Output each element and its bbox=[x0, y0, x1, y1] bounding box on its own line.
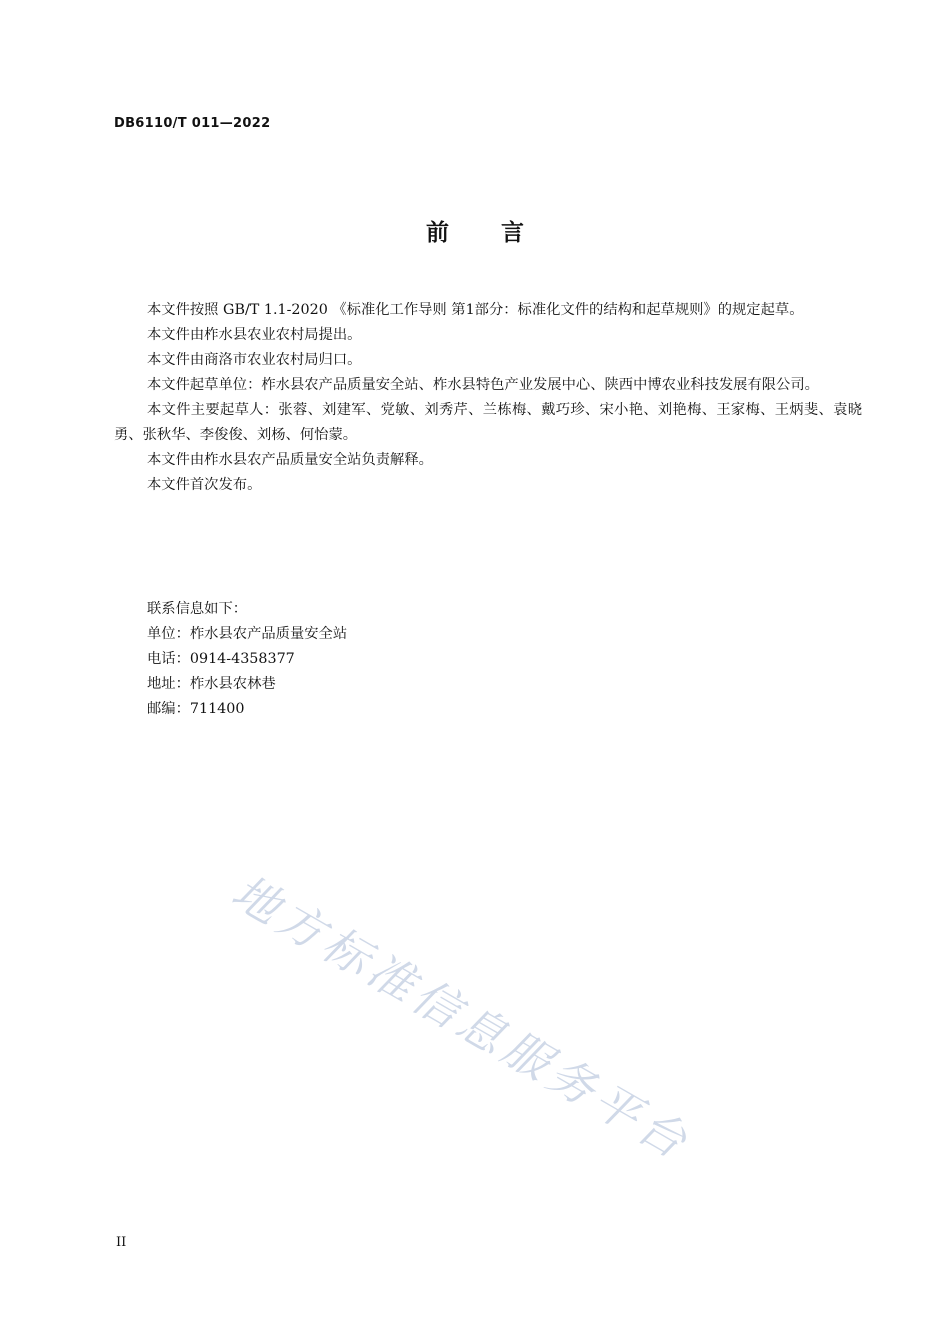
contact-phone: 电话：0914-4358377 bbox=[147, 651, 295, 667]
foreword-body bbox=[114, 298, 862, 498]
contact-unit: 单位：柞水县农产品质量安全站 bbox=[147, 626, 348, 642]
paragraph-first-release: 本文件首次发布。 bbox=[147, 477, 262, 493]
contact-postcode: 邮编：711400 bbox=[147, 701, 245, 717]
contact-heading: 联系信息如下： bbox=[147, 601, 248, 617]
paragraph-drafters: 本文件主要起草人：张蓉、刘建军、党敏、刘秀芹、兰栋梅、戴巧珍、宋小艳、刘艳梅、王家梅、王炳斐、袁晓勇、张秋华、李俊俊、刘杨、何怡蒙。 bbox=[114, 402, 862, 443]
page-number: II bbox=[116, 1235, 127, 1250]
watermark: 地方标准信息服务平台 bbox=[223, 864, 701, 1171]
document-code: DB6110/T 011—2022 bbox=[114, 116, 271, 131]
paragraph-drafting-rules: 本文件按照 GB/T 1.1-2020 《标准化工作导则 第1部分：标准化文件的结构和起草规则》的规定起草。 bbox=[147, 302, 804, 318]
paragraph-centralized-unit: 本文件由商洛市农业农村局归口。 bbox=[147, 352, 362, 368]
page-title: 前言 bbox=[426, 220, 576, 246]
contact-info bbox=[147, 597, 347, 722]
paragraph-drafting-units: 本文件起草单位：柞水县农产品质量安全站、柞水县特色产业发展中心、陕西中博农业科技发展有限公司。 bbox=[147, 377, 819, 393]
paragraph-interpretation: 本文件由柞水县农产品质量安全站负责解释。 bbox=[147, 452, 433, 468]
contact-address: 地址：柞水县农林巷 bbox=[147, 676, 276, 692]
paragraph-proposer: 本文件由柞水县农业农村局提出。 bbox=[147, 327, 362, 343]
